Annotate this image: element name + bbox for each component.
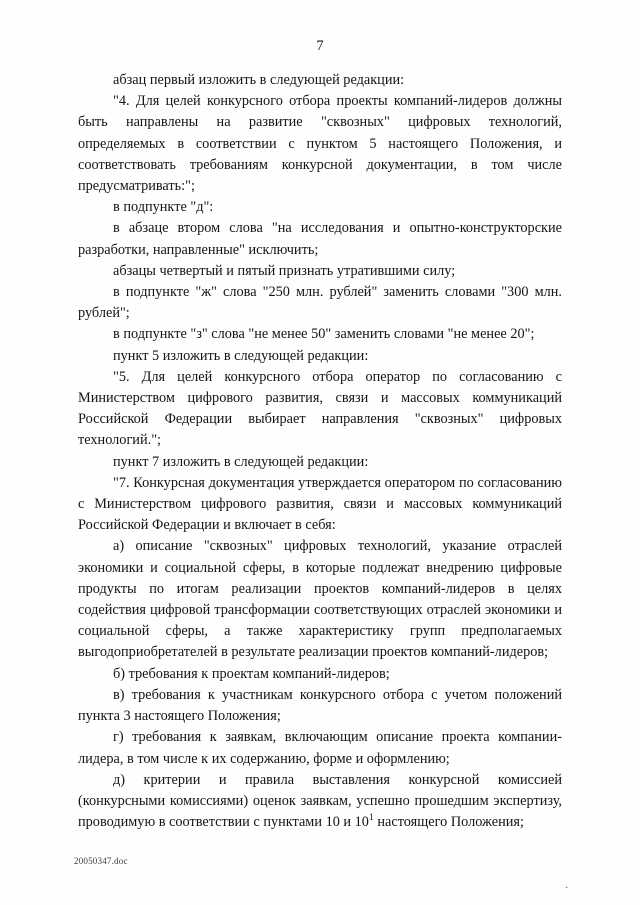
footer-mark: . [565, 880, 568, 891]
paragraph: в) требования к участникам конкурсного отбора с учетом положений пункта 3 настоящего Положения; [78, 686, 562, 725]
paragraph: абзац первый изложить в следующей редакции: [113, 72, 405, 88]
paragraph: "4. Для целей конкурсного отбора проекты компаний-лидеров должны быть направлены на развитие "сквозных" цифровых технологий, определяемых в соответствии с пунктом 5 настоящего Положения, и соответствовать требованиям конкурсной документации, в том числе предусматривать:"; [78, 93, 562, 195]
paragraph: "5. Для целей конкурсного отбора оператор по согласованию с Министерством цифрового развития, связи и массовых коммуникаций Российской Федерации выбирает направления "сквозных" цифровых технологий."; [78, 368, 562, 449]
paragraph: "7. Конкурсная документация утверждается оператором по согласованию с Министерством цифрового развития, связи и массовых коммуникаций Российской Федерации и включает в себя: [78, 474, 562, 534]
paragraph: б) требования к проектам компаний-лидеров; [113, 665, 390, 682]
paragraph: д) критерии и правила выставления конкурсной комиссией (конкурсными комиссиями) оценок заявкам, успешно прошедшим экспертизу, проводимую в соответствии с пунктами 10 и $10^1$ настоящего Положения; [78, 771, 562, 831]
paragraph: в подпункте "ж" слова "250 млн. рублей" заменить словами "300 млн. рублей"; [78, 284, 562, 322]
paragraph: а) описание "сквозных" цифровых технологий, указание отраслей экономики и социальной сферы, в которые подлежат внедрению цифровые продукты по итогам реализации проектов компаний-лидеров в целях содействия цифровой трансформации соответствующих отраслей экономики и социальной сферы, а также характеристику групп предполагаемых выгодоприобретателей в результате реализации проектов компаний-лидеров; [78, 538, 562, 661]
paragraph: абзацы четвертый и пятый признать утратившими силу; [113, 262, 456, 279]
page-number: 7 [316, 38, 324, 54]
paragraph: пункт 7 изложить в следующей редакции: [113, 453, 369, 470]
paragraph: в подпункте "з" слова "не менее 50" заменить словами "не менее 20"; [113, 326, 535, 343]
paragraph: пункт 5 изложить в следующей редакции: [113, 347, 369, 364]
document-body [78, 70, 562, 833]
paragraph: г) требования к заявкам, включающим описание проекта компании-лидера, в том числе к их содержанию, форме и оформлению; [78, 729, 562, 767]
paragraph: в абзаце втором слова "на исследования и опытно-конструкторские разработки, направленные" исключить; [78, 220, 562, 258]
footer-document-code: 20050347.doc [74, 856, 128, 866]
paragraph: в подпункте "д": [113, 199, 214, 216]
